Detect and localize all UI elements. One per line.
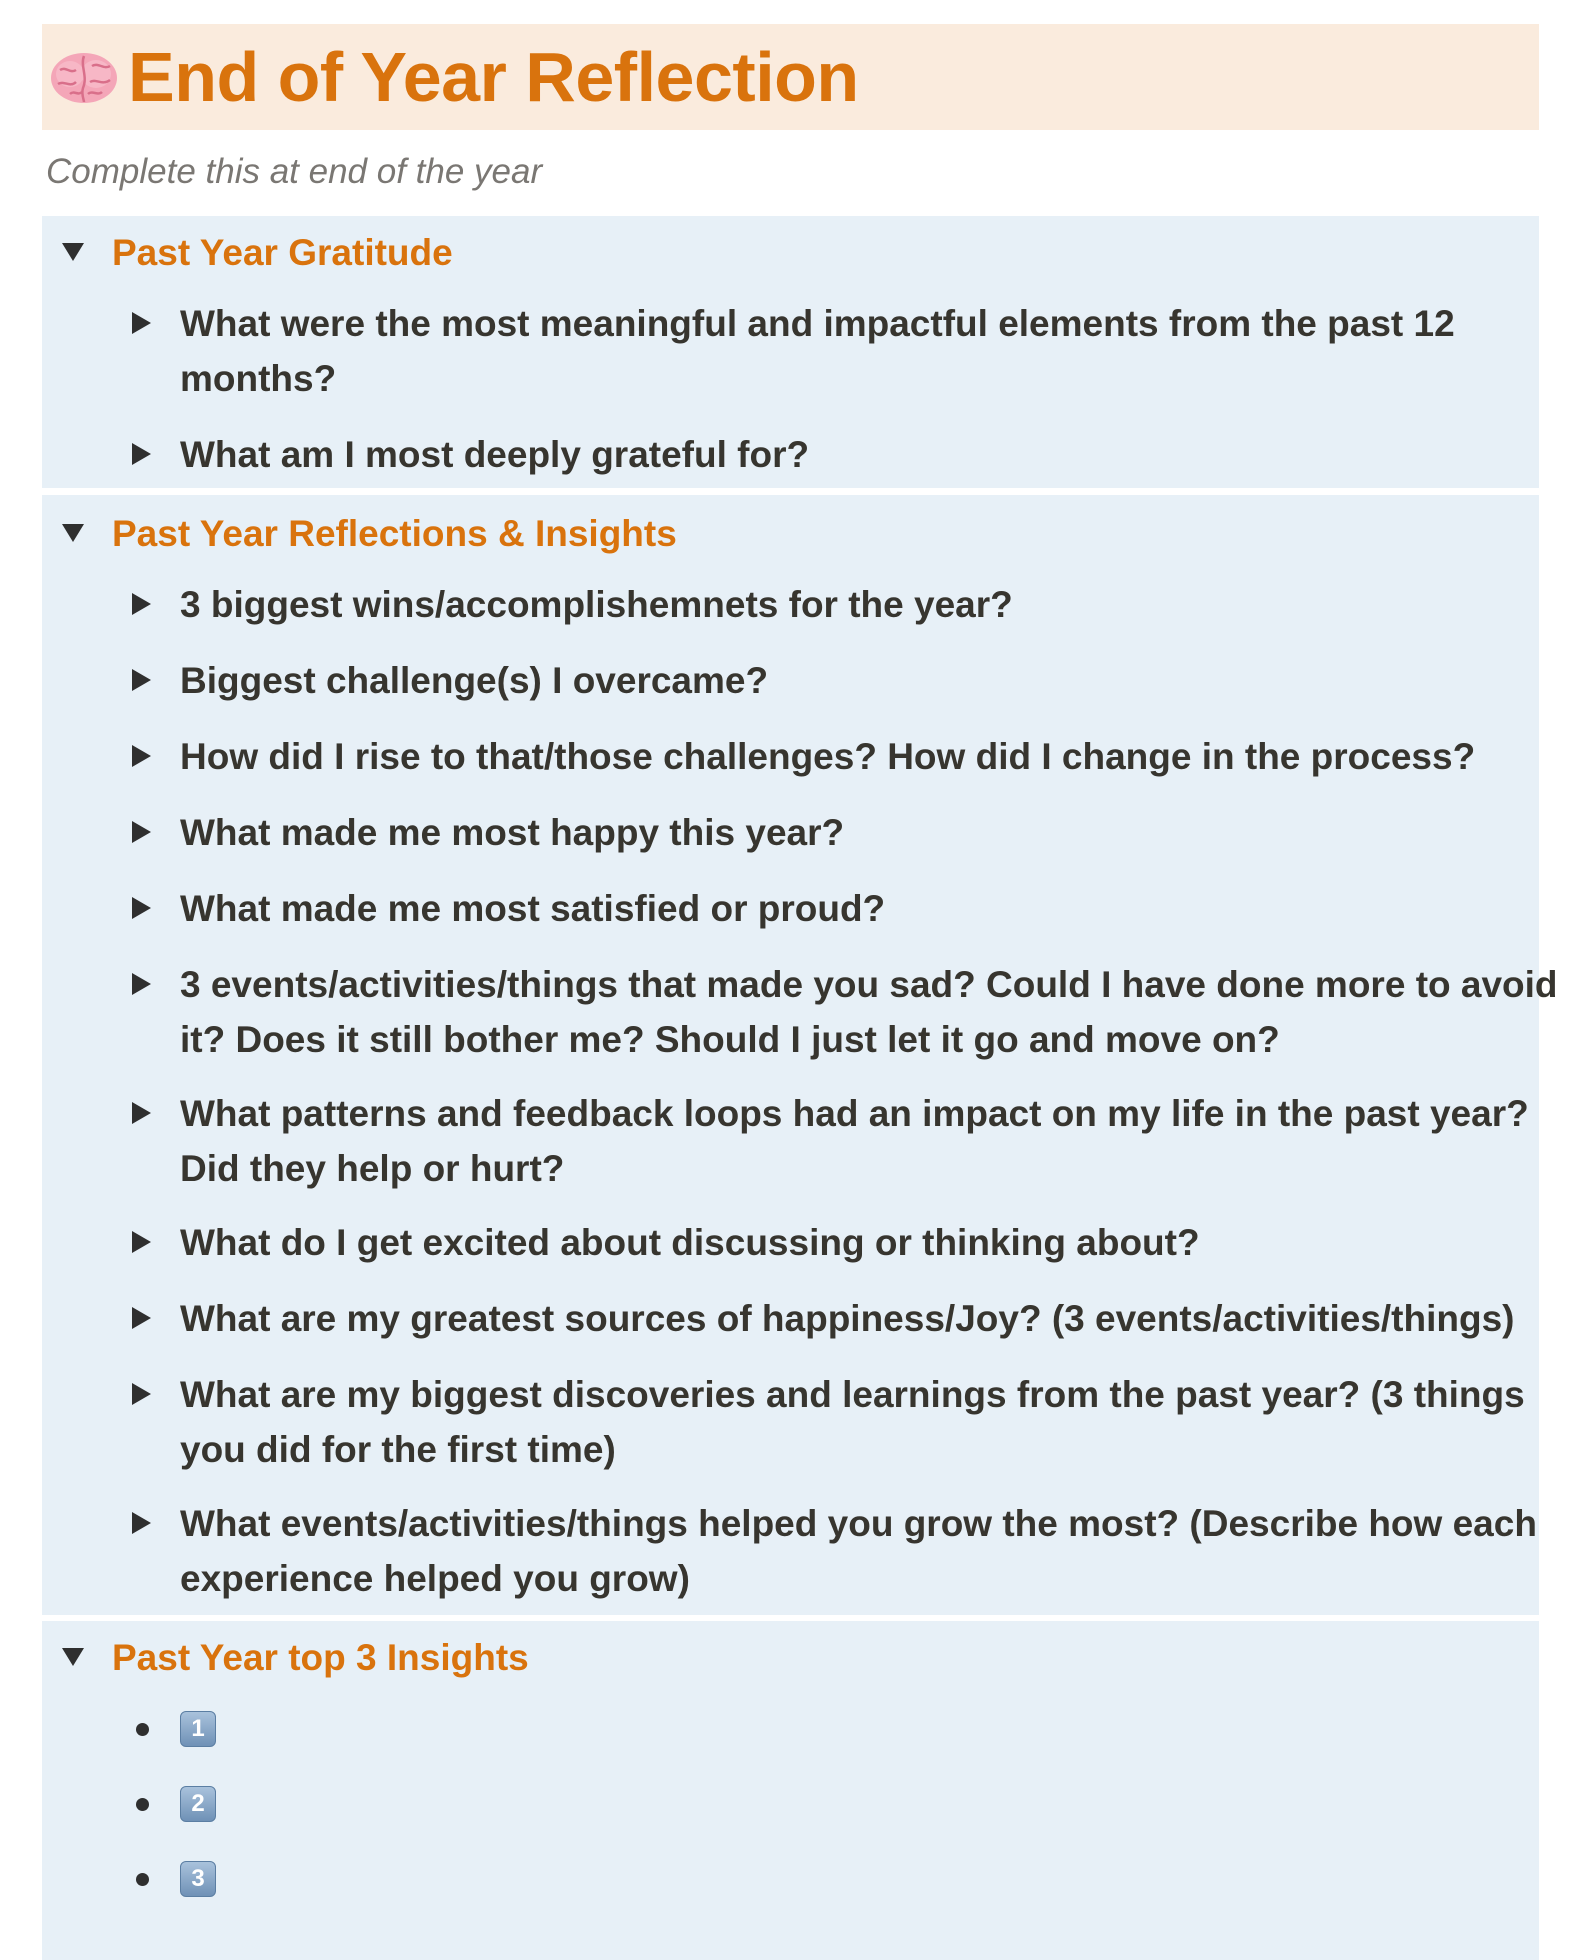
caret-down-icon[interactable] [62, 1648, 84, 1666]
page-subtitle: Complete this at end of the year [46, 152, 543, 191]
toggle-item-text: What made me most happy this year? [180, 812, 845, 853]
caret-right-icon[interactable] [132, 1102, 151, 1124]
caret-right-icon[interactable] [132, 1512, 151, 1534]
toggle-item-text: What events/activities/things helped you grow the most? (Describe how each experience helped you grow) [180, 1503, 1537, 1599]
list-item[interactable] [42, 1776, 1539, 1832]
keycap-digit-icon: 2 [180, 1786, 216, 1822]
toggle-item-text: What are my biggest discoveries and learnings from the past year? (3 things you did for the first time) [180, 1374, 1525, 1470]
caret-right-icon[interactable] [132, 1307, 151, 1329]
caret-right-icon[interactable] [132, 443, 151, 465]
toggle-item-text: What patterns and feedback loops had an impact on my life in the past year? Did they help or hurt? [180, 1093, 1529, 1189]
caret-down-icon[interactable] [62, 243, 84, 261]
toggle-item-text: What are my greatest sources of happiness/Joy? (3 events/activities/things) [180, 1298, 1515, 1339]
toggle-item-text: What do I get excited about discussing or thinking about? [180, 1222, 1200, 1263]
bullet-dot-icon [136, 1873, 149, 1886]
page-title-bar [42, 24, 1539, 130]
toggle-item-text: What were the most meaningful and impactful elements from the past 12 months? [180, 303, 1455, 399]
section-title: Past Year Gratitude [112, 232, 453, 273]
toggle-item-text: 3 biggest wins/accomplishemnets for the year? [180, 584, 1013, 625]
caret-right-icon[interactable] [132, 1383, 151, 1405]
caret-right-icon[interactable] [132, 593, 151, 615]
keycap-digit-icon: 3 [180, 1861, 216, 1897]
caret-right-icon[interactable] [132, 669, 151, 691]
toggle-item-text: What made me most satisfied or proud? [180, 888, 886, 929]
list-item[interactable] [42, 1851, 1539, 1907]
toggle-item-text: Biggest challenge(s) I overcame? [180, 660, 769, 701]
caret-right-icon[interactable] [132, 897, 151, 919]
caret-right-icon[interactable] [132, 312, 151, 334]
page-title: End of Year Reflection [128, 38, 859, 116]
bullet-dot-icon [136, 1798, 149, 1811]
toggle-item-text: 3 events/activities/things that made you sad? Could I have done more to avoid it? Does it still bother me? Should I just let it go and move on? [180, 964, 1558, 1060]
toggle-item-text: What am I most deeply grateful for? [180, 434, 810, 475]
brain-icon [48, 48, 120, 106]
caret-down-icon[interactable] [62, 524, 84, 542]
bullet-dot-icon [136, 1723, 149, 1736]
toggle-item-text: How did I rise to that/those challenges? How did I change in the process? [180, 736, 1476, 777]
toggle-section-reflections [42, 495, 1558, 1615]
section-title: Past Year top 3 Insights [112, 1637, 529, 1678]
caret-right-icon[interactable] [132, 821, 151, 843]
keycap-digit-icon: 1 [180, 1711, 216, 1747]
caret-right-icon[interactable] [132, 745, 151, 767]
toggle-section-top-insights [42, 1621, 1539, 1960]
section-title: Past Year Reflections & Insights [112, 513, 677, 554]
caret-right-icon[interactable] [132, 1231, 151, 1253]
toggle-section-gratitude [42, 216, 1539, 488]
list-item[interactable] [42, 1701, 1539, 1757]
caret-right-icon[interactable] [132, 973, 151, 995]
